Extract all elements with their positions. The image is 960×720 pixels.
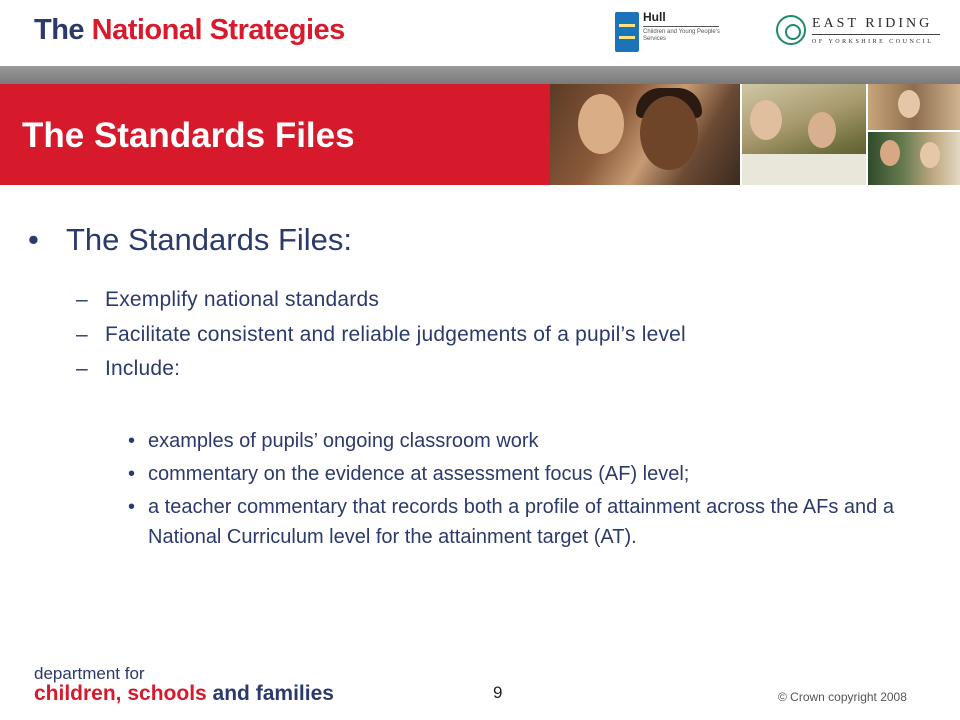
bullet-glyph: • [28,222,39,257]
bullet-glyph: • [128,496,136,518]
dcsf-line1: department for [34,664,145,683]
page-number: 9 [493,683,503,702]
hull-name: Hull [643,10,666,24]
dcsf-line2-red: children, schools [34,682,207,705]
logo-name: National Strategies [91,14,345,46]
main-bullet-text: The Standards Files: [66,222,353,257]
dcsf-logo [34,664,334,704]
east-riding-name: EAST RIDING [812,16,933,31]
dcsf-line2 [34,684,334,704]
dash-glyph: – [76,288,88,311]
dcsf-line2-dark: and families [206,682,334,705]
dash-glyph: – [76,357,88,380]
bullet-glyph: • [128,430,136,452]
sub-item-text: Exemplify national standards [105,288,380,311]
sub-item-text: Include: [105,357,181,380]
list-item-text: examples of pupils’ ongoing classroom work [148,430,539,452]
logo-the: The [34,14,92,46]
sub-item-text: Facilitate consistent and reliable judgements of a pupil’s level [105,323,686,346]
bullet-glyph: • [128,463,136,485]
copyright-notice: © Crown copyright 2008 [778,690,907,704]
list-item-text: commentary on the evidence at assessment focus (AF) level; [148,463,690,485]
slide-title: The Standards Files [22,116,355,155]
east-riding-council: OF YORKSHIRE COUNCIL [812,39,934,45]
hull-subtitle: Children and Young People's Services [643,29,720,42]
dash-glyph: – [76,323,88,346]
list-item-text: a teacher commentary that records both a profile of attainment across the AFs and a National Curriculum level for the attainment target (AT). [148,496,894,548]
